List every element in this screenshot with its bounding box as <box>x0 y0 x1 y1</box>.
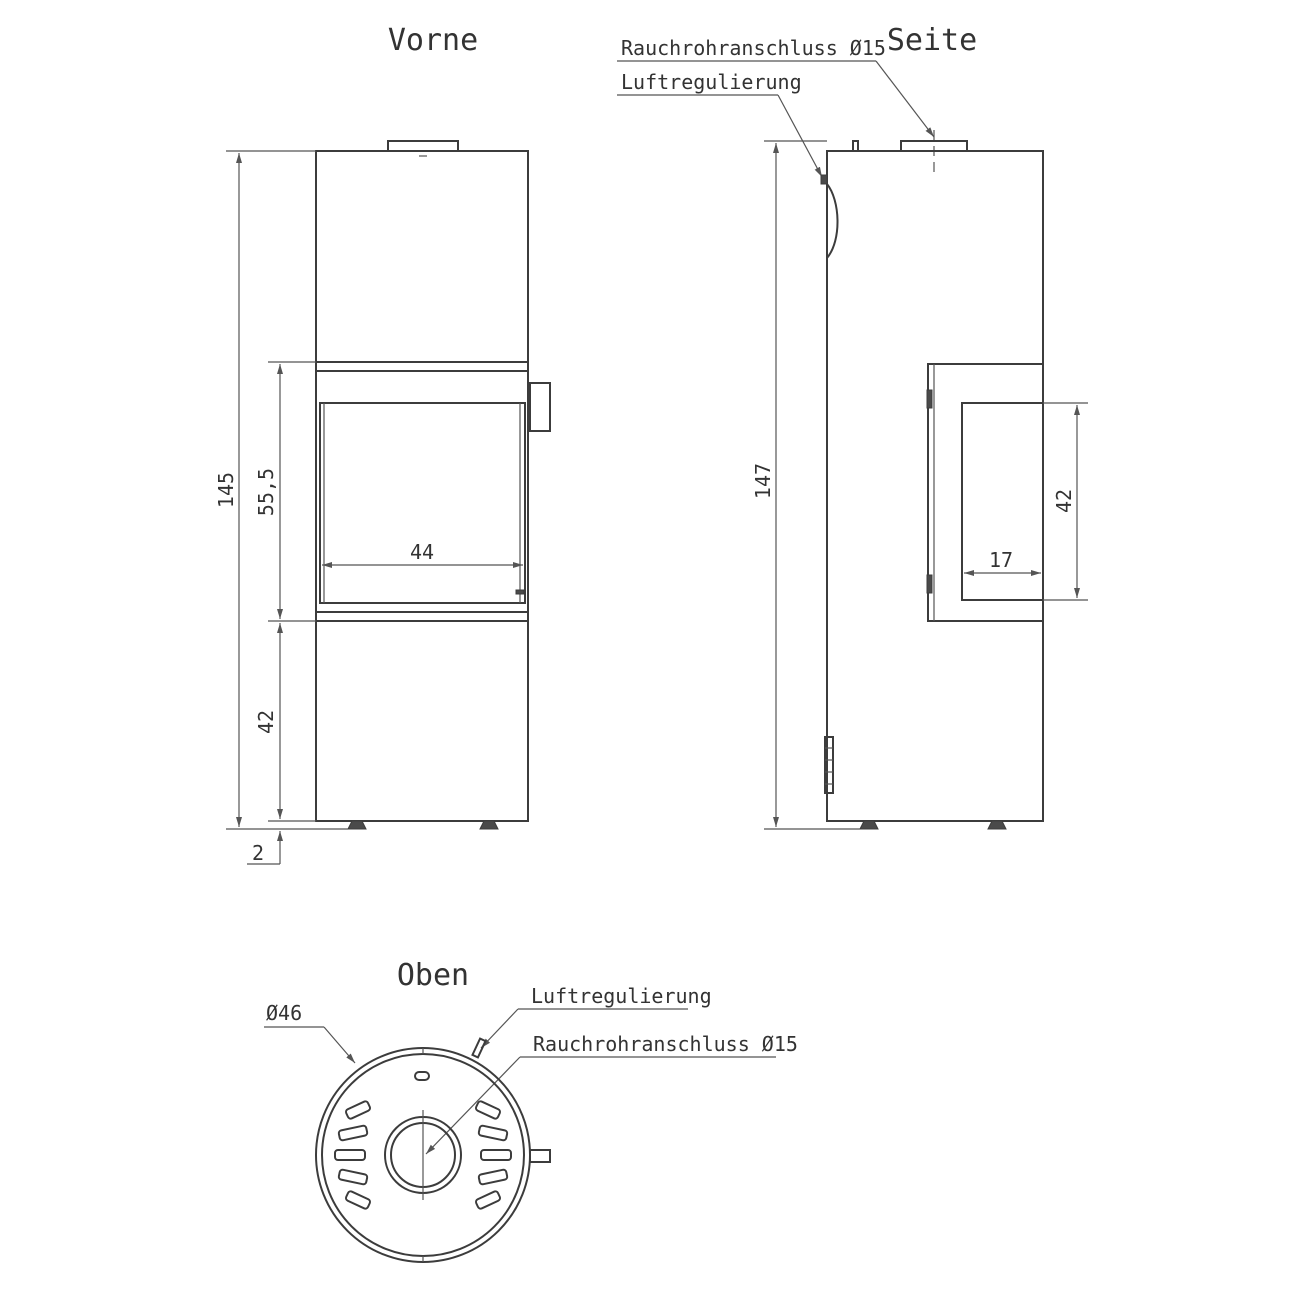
front-base-height-dim: 42 <box>254 709 278 735</box>
front-lower-body <box>316 621 528 821</box>
side-view <box>617 23 1088 829</box>
front-upper-body <box>316 151 528 362</box>
top-diameter-dim: Ø46 <box>266 1001 303 1025</box>
front-door-handle <box>530 383 550 431</box>
top-air-lever <box>472 1039 485 1058</box>
top-door-handle <box>530 1150 550 1162</box>
front-feet-height-dim: 2 <box>251 841 265 865</box>
front-window-height-dim: 55,5 <box>254 467 278 517</box>
side-flue-label: Rauchrohranschluss Ø15 <box>621 36 886 60</box>
front-window-width-dim: 44 <box>409 540 435 564</box>
top-vent-slots-right <box>475 1100 511 1209</box>
side-total-height-dim: 147 <box>751 462 775 500</box>
top-view <box>264 958 798 1262</box>
front-door-glass <box>320 403 525 603</box>
side-air-lever <box>821 175 827 184</box>
front-view <box>214 23 550 865</box>
front-total-height-dim: 145 <box>214 471 238 509</box>
side-view-title: Seite <box>886 23 978 58</box>
front-flue-collar <box>388 141 458 151</box>
front-firebox-frame <box>316 362 528 621</box>
top-vent-slots-left <box>335 1100 371 1209</box>
side-window-depth-dim: 17 <box>988 548 1014 572</box>
side-window-height-dim: 42 <box>1052 488 1076 514</box>
top-view-title: Oben <box>396 958 470 993</box>
front-foot-right <box>480 821 498 829</box>
front-foot-left <box>348 821 366 829</box>
top-air-label: Luftregulierung <box>531 984 712 1008</box>
side-foot-left <box>860 821 878 829</box>
top-flue-label: Rauchrohranschluss Ø15 <box>533 1032 798 1056</box>
side-air-label: Luftregulierung <box>621 70 802 94</box>
side-body <box>827 151 1043 821</box>
side-foot-right <box>988 821 1006 829</box>
front-view-title: Vorne <box>387 23 479 58</box>
